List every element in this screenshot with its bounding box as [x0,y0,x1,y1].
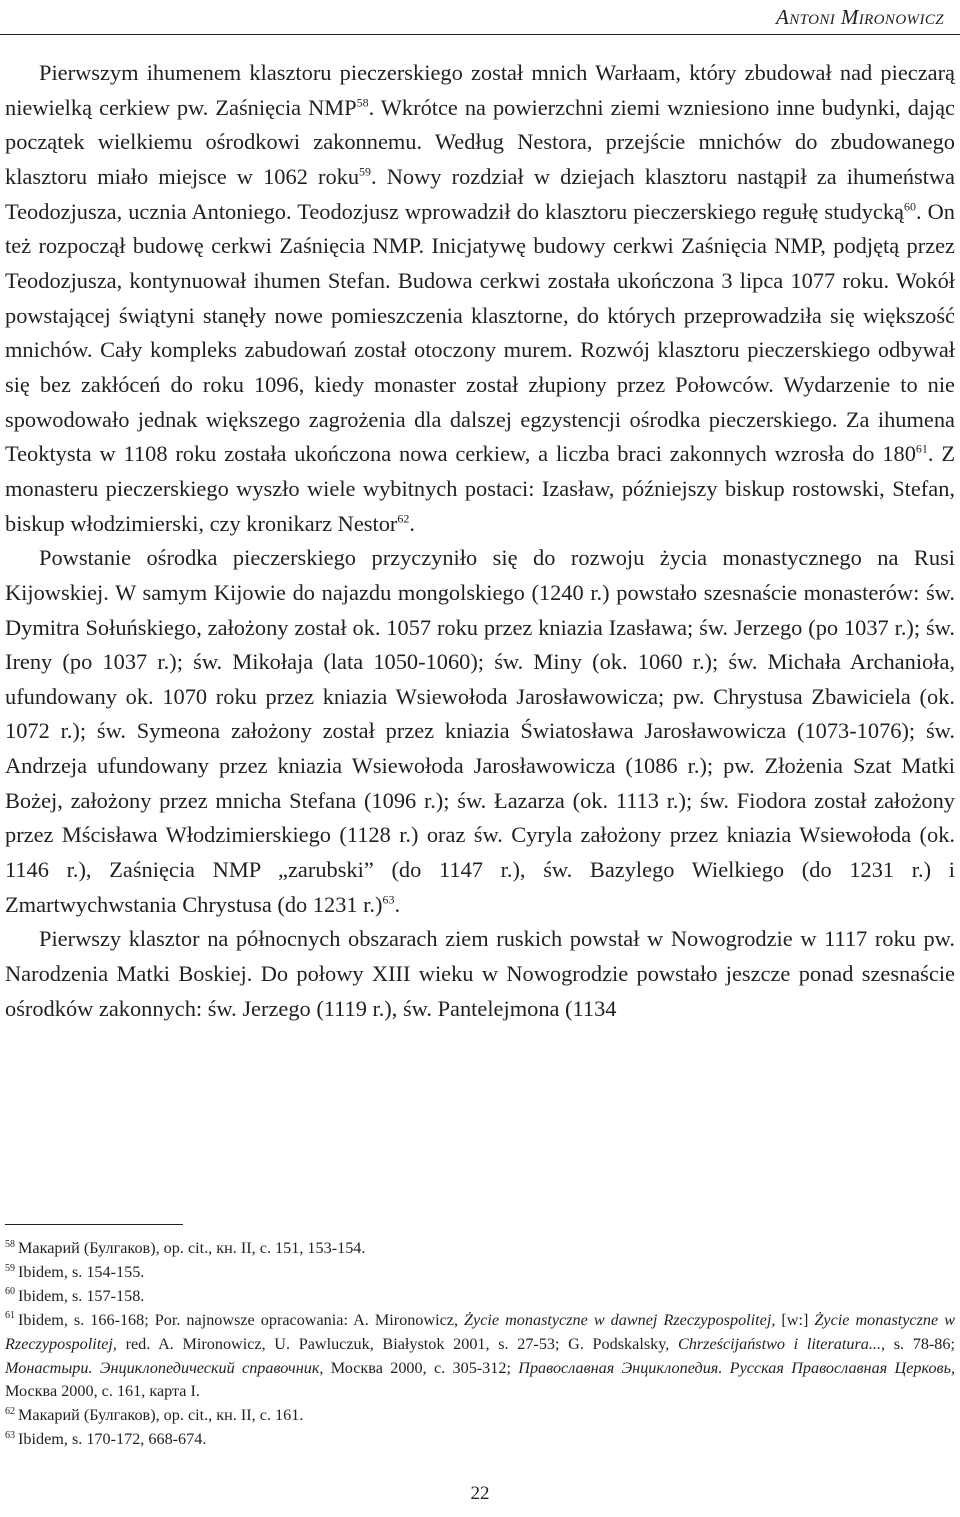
text-run: . [394,891,401,917]
footnote-text: Ibidem, s. 154-155. [18,1262,145,1281]
footnote-text: Chrześcijaństwo i literatura... [677,1334,882,1353]
footnote-ref: 58 [356,95,369,110]
footnote [5,1428,955,1452]
main-text [5,56,955,1026]
footnote-text: Монастыри. Энциклопедический справочник [5,1358,320,1377]
text-run: Powstanie ośrodka pieczerskiego przyczyniło się do rozwoju życia monastycznego na Rusi Kijowskiej. W samym Kijowie do najazdu mongolskiego (1240 r.) powstało szesnaście monasterów: św. Dymitra Sołuńskiego, założony został ok. 1057 roku przez kniazia Izasława; św. Jerzego (po 1037 r.); św. Ireny (po 1037 r.); św. Mikołaja (lata 1050-1060); św. Miny (ok. 1060 r.); św. Michała Archanioła, ufundowany ok. 1070 roku przez kniazia Wsiewołoda Jarosławowicza; pw. Chrystusa Zbawiciela (ok. 1072 r.); św. Symeona założony został przez kniazia Światosława Jarosławowicza (1073-1076); św. Andrzeja ufundowany przez kniazia Wsiewołoda Jarosławowicza (1086 r.); pw. Złożenia Szat Matki Bożej, założony przez mnicha Stefana (1096 r.); św. Łazarza (ok. 1113 r.); św. Fiodora został założony przez Mścisława Włodzimierskiego (1128 r.) oraz św. Cyryla założony przez kniazia Wsiewołoda (ok. 1146 r.), Zaśnięcia NMP „zarubski” (do 1147 r.), św. Bazylego Wielkiego (do 1231 r.) i Zmartwychwstania Chrystusa (do 1231 r.) [5,545,955,917]
footnote-ref: 61 [915,441,928,456]
running-header [0,0,960,36]
text-run: . Wkrótce na powierzchni ziemi wzniesiono inne budynki, dając początek wielkiemu ośrodkowi zakonnemu. Według Nestora, przejście mnichów do zbudowanego klasztoru miało miejsce w 1062 roku [5,94,955,189]
footnote-number: 59 [5,1262,15,1274]
footnote-text: Православная Энциклопедия. Русская Православная Церковь [518,1358,951,1377]
footnote-text: Ibidem, s. 166-168; Por. najnowsze opracowania: A. Mironowicz, [18,1310,465,1329]
footnote-text: Ibidem, s. 170-172, 668-674. [18,1430,207,1449]
footnote-number: 58 [5,1238,15,1250]
text-run: . [409,510,415,536]
footnote-ref: 63 [382,892,395,907]
footnote-text: Ibidem, s. 157-158. [18,1286,145,1305]
footnote-text: [w:] [775,1310,815,1329]
footnote [5,1261,955,1285]
header-rule [0,34,960,35]
footnote-text: , Москва 2000, с. 305-312; [319,1358,519,1377]
footnote [5,1237,955,1261]
footnote-text: , s. 78-86; [881,1334,955,1353]
footnote-ref: 60 [903,199,916,214]
footnote-number: 60 [5,1286,15,1298]
footnote [5,1404,955,1428]
footnote-text: Макарий (Булгаков), op. cit., кн. II, с. 151, 153-154. [18,1239,366,1257]
footnote-number: 63 [5,1429,15,1441]
footnote-ref: 59 [359,164,372,179]
footnote-text: Макарий (Булгаков), op. cit., кн. II, с. 161. [18,1406,304,1425]
text-run: . Z monasteru pieczerskiego wyszło wiele wybitnych postaci: Izasław, późniejszy biskup rostowski, Stefan, biskup włodzimierski, czy kronikarz Nestor [5,441,956,536]
paragraph [5,541,955,922]
footnotes [5,1237,955,1452]
text-run: . On też rozpoczął budowę cerkwi Zaśnięcia NMP. Inicjatywę budowy cerkwi Zaśnięcia NMP, podjętą przez Teodozjusza, kontynuował ihumen Stefan. Budowa cerkwi została ukończona 3 lipca 1077 roku. Wokół powstającej świątyni stanęły nowe pomieszczenia klasztorne, do których przeprowadziła się większość mnichów. Cały kompleks zabudowań został otoczony murem. Rozwój klasztoru pieczerskiego odbywał się bez zakłóceń do roku 1096, kiedy monaster został złupiony przez Połowców. Wydarzenie to nie spowodowało jednak większego zagrożenia dla dalszej egzystencji ośrodka pieczerskiego. Za ihumena Teoktysta w 1108 roku została ukończona nowa cerkiew, a liczba braci zakonnych wzrosła do 180 [5,198,955,467]
footnote-separator [5,1224,183,1225]
footnote [5,1285,955,1309]
footnote-number: 61 [5,1310,15,1322]
text-run: . Nowy rozdział w dziejach klasztoru nastąpił za ihumeństwa Teodozjusza, ucznia Antoniego. Teodozjusz wprowadził do klasztoru pieczerskiego regułę studycką [5,163,955,224]
text-run: Pierwszym ihumenem klasztoru pieczerskiego został mnich Warłaam, który zbudował nad pieczarą niewielką cerkiew pw. Zaśnięcia NMP [5,60,955,120]
page-number: 22 [470,1483,490,1504]
footnote [5,1309,955,1405]
running-title: Antoni Mironowicz [776,5,944,29]
footnote-ref: 62 [397,511,410,526]
footnote-text: red. A. Mironowicz, U. Pawluczuk, Białystok 2001, s. 27-53; G. Podskalsky, [116,1334,678,1353]
text-run: Pierwszy klasztor na północnych obszarach ziem ruskich powstał w Nowogrodzie w 1117 roku pw. Narodzenia Matki Boskiej. Do połowy XIII wieku w Nowogrodzie powstało jeszcze ponad szesnaście ośrodków zakonnych: św. Jerzego (1119 r.), św. Pantelejmona (1134 [5,926,955,1021]
footnote-text: Życie monastyczne w Rzeczypospolitej, [5,1310,956,1353]
footnote-text: , Москва 2000, с. 161, карта I. [5,1358,955,1401]
paragraph [5,922,955,1026]
footnote-text: Życie monastyczne w dawnej Rzeczypospolitej, [464,1310,776,1329]
paragraph [5,56,955,541]
footnote-number: 62 [5,1405,15,1417]
